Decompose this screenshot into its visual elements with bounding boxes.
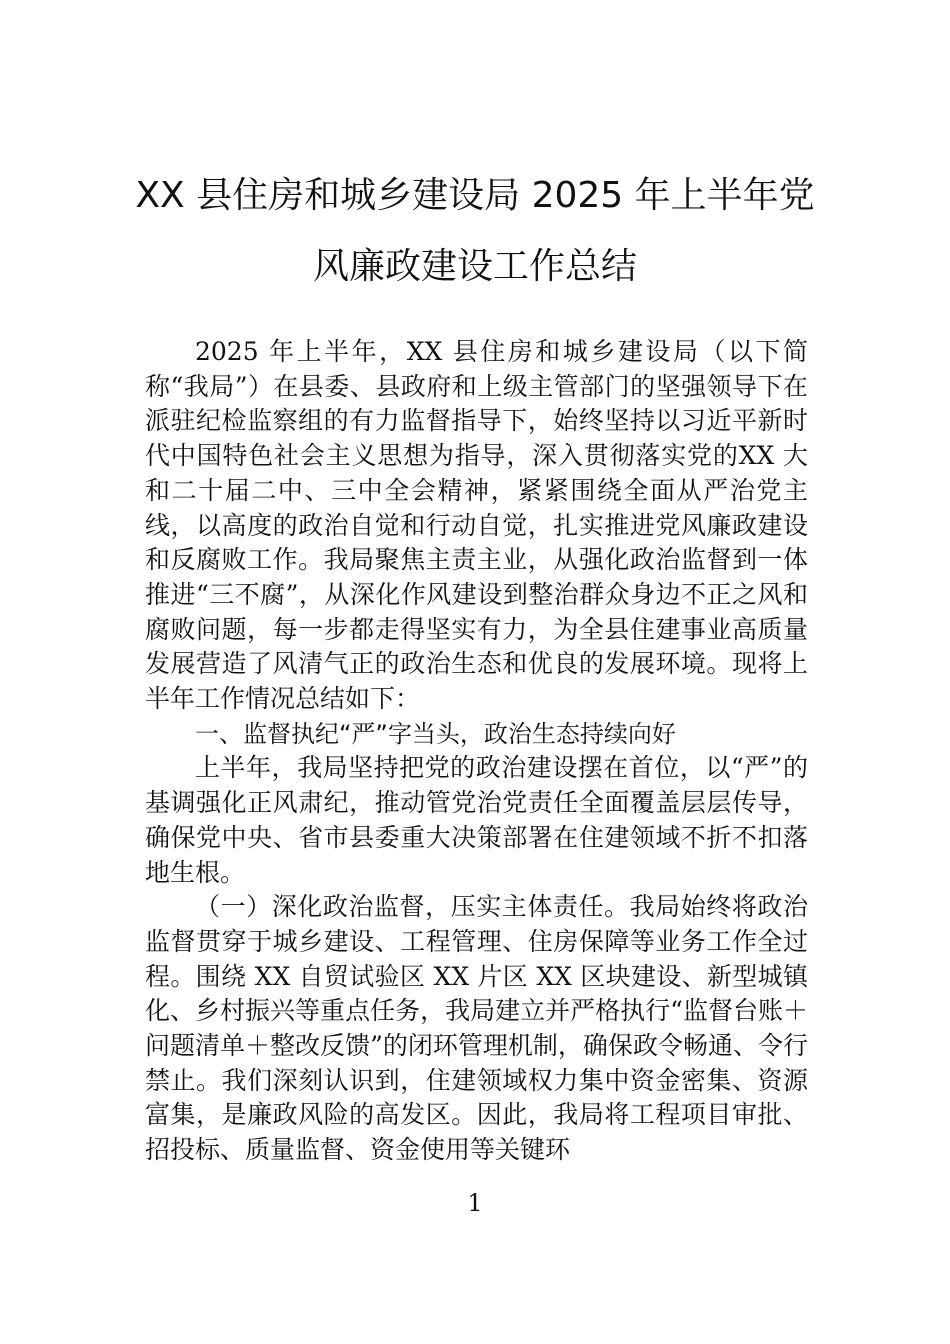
section-1-intro-paragraph: 上半年，我局坚持把党的政治建设摆在首位，以“严”的基调强化正风肃纪，推动管党治党责任全面覆盖层层传导，确保党中央、省市县委重大决策部署在住建领域不折不扣落地生根。 (145, 753, 808, 887)
subsection-1-paragraph: （一）深化政治监督，压实主体责任。我局始终将政治监督贯穿于城乡建设、工程管理、住房保障等业务工作全过程。围绕 XX 自贸试验区 XX 片区 XX 区块建设、新型城镇化、乡村振兴等重点任务，我局建立并严格执行“监督台账＋问题清单＋整改反馈”的闭环管理机制，确保政令畅通、令行禁止。我们深刻认识到，住建领域权力集中资金密集、资源富集，是廉政风险的高发区。因此，我局将工程项目审批、招投标、质量监督、资金使用等关键环 (145, 892, 808, 1165)
document-body (145, 335, 808, 1168)
section-heading-1: 一、监督执纪“严”字当头，政治生态持续向好 (195, 719, 676, 748)
intro-paragraph: 2025 年上半年，XX 县住房和城乡建设局（以下简称“我局”）在县委、县政府和上级主管部门的坚强领导下在派驻纪检监察组的有力监督指导下，始终坚持以习近平新时代中国特色社会主义思想为指导，深入贯彻落实党的XX 大和二十届二中、三中全会精神，紧紧围绕全面从严治党主线，以高度的政治自觉和行动自觉，扎实推进党风廉政建设和反腐败工作。我局聚焦主责主业，从强化政治监督到一体推进“三不腐”，从深化作风建设到整治群众身边不正之风和腐败问题，每一步都走得坚实有力，为全县住建事业高质量发展营造了风清气正的政治生态和优良的发展环境。现将上半年工作情况总结如下： (145, 337, 808, 714)
page-number: 1 (467, 1189, 483, 1217)
document-title-line-1: XX 县住房和城乡建设局 2025 年上半年党 (135, 175, 815, 216)
document-title-line-2: 风廉政建设工作总结 (312, 246, 637, 287)
